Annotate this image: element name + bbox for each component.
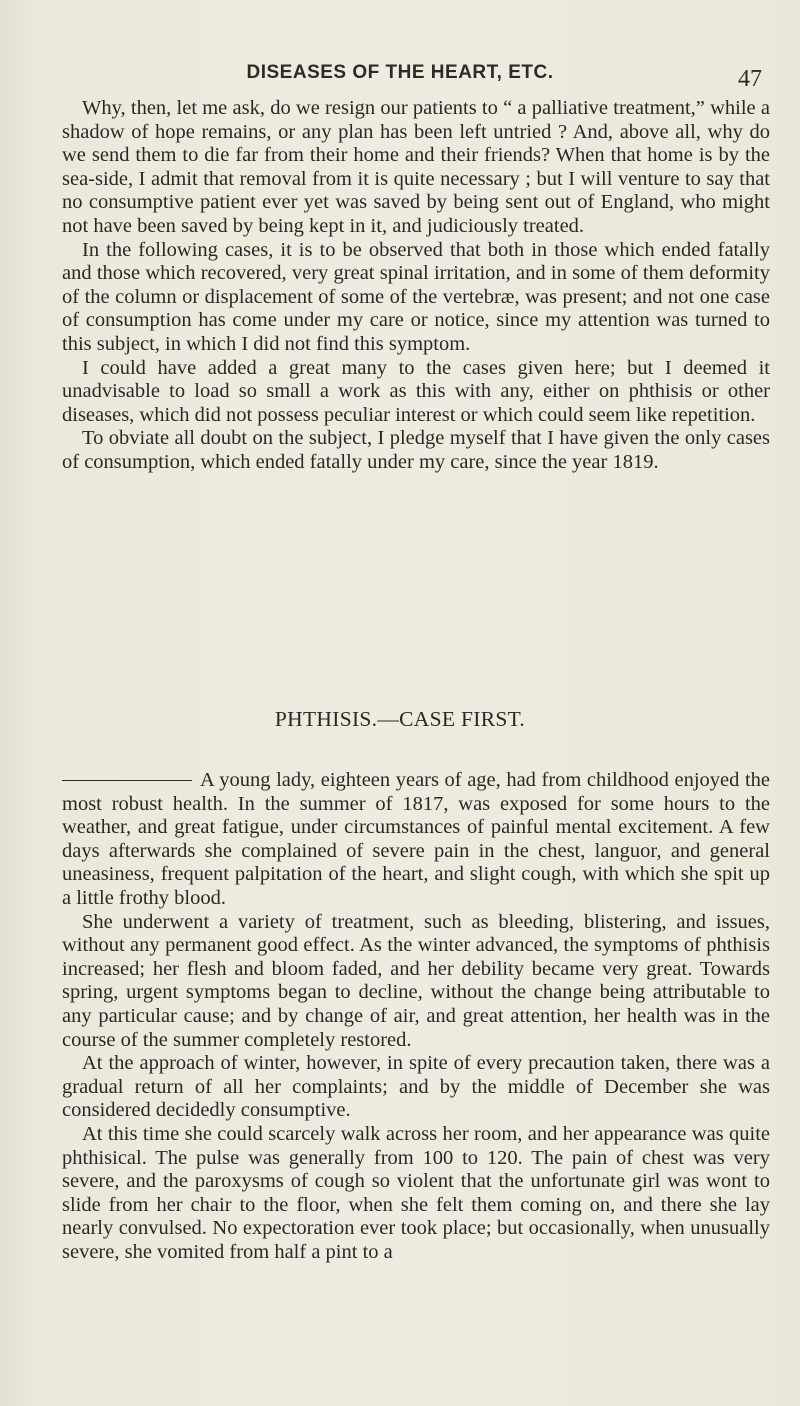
paragraph: At this time she could scarcely walk across her room, and her appearance was quite phthisical. The pulse was generally from 100 to 120. The pain of chest was very severe, and the paroxysms of cough so violent that the unfortunate girl was wont to slide from her chair to the floor, when she felt them coming on, and there she lay nearly convulsed. No expectoration ever took place; but occasionally, when unusually severe, she vomited from half a pint to a — [62, 1122, 770, 1263]
paragraph: I could have added a great many to the cases given here; but I deemed it unadvisable to load so small a work as this with any, either on phthisis or other diseases, which did not possess peculiar interest or which could seem like repetition. — [62, 356, 770, 426]
paragraph-with-dash — [62, 769, 770, 911]
case-heading: PHTHISIS.—CASE FIRST. — [274, 707, 526, 731]
page-number: 47 — [738, 66, 762, 92]
dash-rule — [62, 780, 192, 781]
running-head: DISEASES OF THE HEART, ETC. — [246, 62, 554, 83]
paragraph: To obviate all doubt on the subject, I pledge myself that I have given the only cases of consumption, which ended fatally under my care, since the year 1819. — [62, 427, 770, 473]
paragraph: In the following cases, it is to be observed that both in those which ended fatally and those which recovered, very great spinal irritation, and in some of them deformity of the column or displacement of some of the vertebræ, was present; and not one case of consumption has come under my care or notice, since my attention was turned to this subject, in which I did not find this symptom. — [62, 238, 770, 355]
intro-text — [62, 97, 770, 475]
case-text — [62, 769, 770, 1264]
paragraph-text: A young lady, eighteen years of age, had from childhood enjoyed the most robust health. In the summer of 1817, was exposed for some hours to the weather, and great fatigue, under circumstances of painful mental excitement. A few days afterwards she complained of severe pain in the chest, languor, and general uneasiness, frequent palpitation of the heart, and slight cough, with which she spit up a little frothy blood. — [62, 769, 770, 909]
paragraph: At the approach of winter, however, in spite of every precaution taken, there was a gradual return of all her complaints; and by the middle of December she was considered decidedly consumptive. — [62, 1052, 770, 1122]
paragraph: Why, then, let me ask, do we resign our patients to “ a palliative treatment,” while a shadow of hope remains, or any plan has been left untried ? And, above all, why do we send them to die far from their home and their friends? When that home is by the sea-side, I admit that removal from it is quite necessary ; but I will venture to say that no consumptive patient ever yet was saved by being sent out of England, who might not have been saved by being kept in it, and judiciously treated. — [62, 97, 770, 237]
paragraph: She underwent a variety of treatment, such as bleeding, blistering, and issues, without any permanent good effect. As the winter advanced, the symptoms of phthisis increased; her flesh and bloom faded, and her debility became very great. Towards spring, urgent symptoms began to decline, without the change being attributable to any particular cause; and by change of air, and great attention, her health was in the course of the summer completely restored. — [62, 910, 770, 1051]
